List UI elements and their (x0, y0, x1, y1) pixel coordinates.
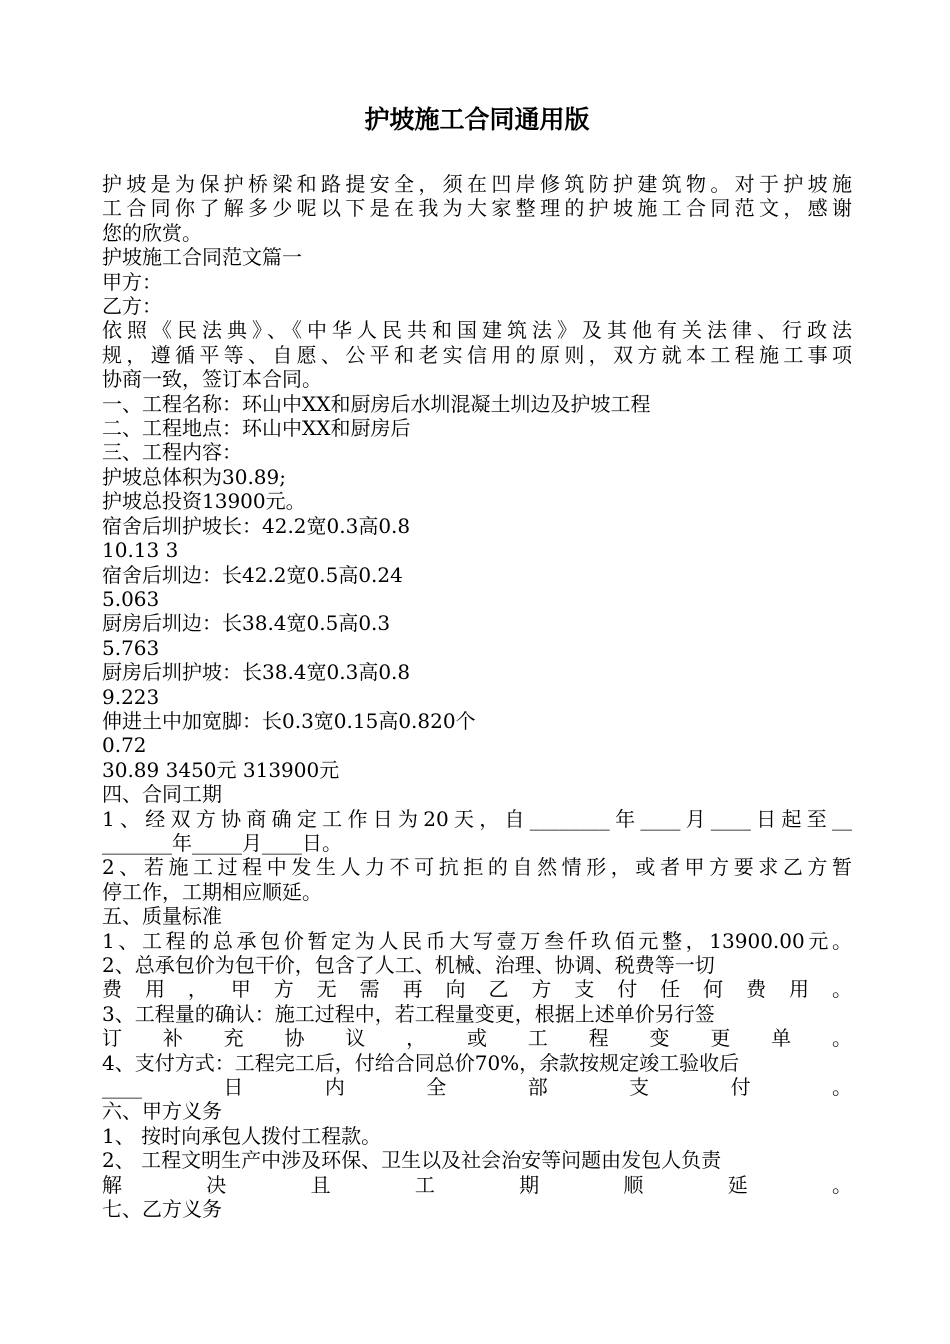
body-line: 规，遵循平等、自愿、公平和老实信用的原则，双方就本工程施工事项 (102, 342, 852, 367)
body-line: 宿舍后圳护坡长：42.2宽0.3高0.8 (102, 513, 411, 538)
body-line: ____日内全部支付。 (102, 1075, 852, 1100)
body-line: 费用，甲方无需再向乙方支付任何费用。 (102, 977, 852, 1002)
body-line: 护坡施工合同范文篇一 (102, 245, 302, 270)
body-line: 0.72 (102, 733, 147, 758)
body-line: _______年_____月____日。 (102, 830, 342, 855)
body-line: 1、 按时向承包人拨付工程款。 (102, 1123, 382, 1148)
body-line: 您的欣赏。 (102, 220, 202, 245)
body-line: 厨房后圳边：长38.4宽0.5高0.3 (102, 611, 391, 636)
body-line: 3、工程量的确认：施工过程中，若工程量变更，根据上述单价另行签 (102, 1001, 715, 1026)
body-line: 一、工程名称：环山中XX和厨房后水圳混凝土圳边及护坡工程 (102, 391, 651, 416)
body-line: 订补充协议，或工程变更单。 (102, 1026, 852, 1051)
body-line: 5.063 (102, 586, 160, 611)
body-line: 二、工程地点：环山中XX和厨房后 (102, 416, 411, 441)
body-line: 护坡是为保护桥梁和路提安全，须在凹岸修筑防护建筑物。对于护坡施 (102, 172, 852, 196)
body-line: 五、质量标准 (102, 904, 222, 929)
body-line: 1、工程的总承包价暂定为人民币大写壹万叁仟玖佰元整，13900.00元。 (102, 928, 852, 953)
body-line: 2、总承包价为包干价，包含了人工、机械、治理、协调、税费等一切 (102, 953, 715, 977)
body-line: 协商一致，签订本合同。 (102, 367, 322, 392)
body-line: 工合同你了解多少呢以下是在我为大家整理的护坡施工合同范文，感谢 (102, 196, 852, 221)
body-line: 2、若施工过程中发生人力不可抗拒的自然情形，或者甲方要求乙方暂 (102, 855, 852, 880)
body-line: 护坡总体积为30.89; (102, 464, 286, 489)
body-line: 1、经双方协商确定工作日为20天，自________年____月____日起至__ (102, 806, 852, 831)
body-line: 乙方： (102, 294, 162, 319)
body-line: 厨房后圳护坡：长38.4宽0.3高0.8 (102, 660, 411, 685)
body-line: 六、甲方义务 (102, 1099, 222, 1124)
body-line: 依照《民法典》、《中华人民共和国建筑法》及其他有关法律、行政法 (102, 318, 852, 343)
body-line: 三、工程内容： (102, 440, 242, 465)
body-line: 9.223 (102, 684, 160, 709)
body-line: 甲方： (102, 269, 162, 294)
body-line: 30.89 3450元 313900元 (102, 757, 340, 782)
body-line: 四、合同工期 (102, 782, 222, 807)
body-line: 2、 工程文明生产中涉及环保、卫生以及社会治安等问题由发包人负责 (102, 1148, 722, 1173)
body-line: 宿舍后圳边：长42.2宽0.5高0.24 (102, 562, 403, 587)
body-line: 5.763 (102, 635, 160, 660)
body-line: 伸进土中加宽脚：长0.3宽0.15高0.820个 (102, 708, 476, 733)
body-line: 护坡总投资13900元。 (102, 489, 306, 514)
body-line: 解决且工期顺延。 (102, 1172, 852, 1197)
document-body (102, 172, 852, 1221)
body-line: 4、支付方式：工程完工后，付给合同总价70%，余款按规定竣工验收后 (102, 1050, 740, 1075)
document-page (102, 100, 852, 1221)
body-line: 10.13 3 (102, 538, 179, 563)
body-line: 停工作，工期相应顺延。 (102, 879, 322, 904)
body-line: 七、乙方义务 (102, 1197, 222, 1222)
document-title: 护坡施工合同通用版 (364, 105, 590, 134)
